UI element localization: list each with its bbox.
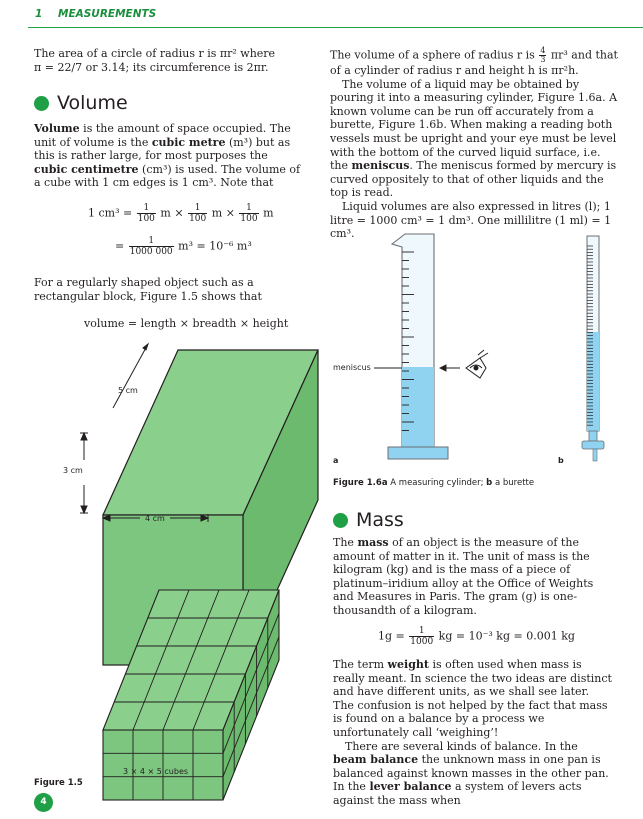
heading-bullet-icon [34, 96, 49, 111]
burette [582, 236, 604, 461]
equation-gram: 1g = $\frac{1}{1000}$ kg = 10⁻³ kg = 0.001 kg [378, 626, 575, 647]
eq2-rhs: m³ = 10⁻⁶ m³ [178, 239, 252, 253]
sphere-text-2: πr³ and that [550, 48, 618, 62]
page-number: 4 [34, 793, 53, 812]
equation-cm3 [88, 203, 274, 224]
times-sign: × [174, 206, 184, 220]
volume-paragraph [34, 122, 304, 190]
volume-heading-text: Volume [57, 92, 128, 114]
volume-heading [34, 92, 128, 114]
fraction: $\frac{1}{100}$ [189, 203, 207, 224]
term-meniscus: meniscus [351, 159, 410, 173]
figure-1-5-drawing [0, 335, 320, 805]
running-header [28, 6, 643, 28]
label-3cm: 3 cm [63, 466, 83, 475]
figure-1-6-caption: Figure 1.6a A measuring cylinder; b a burette [333, 478, 535, 488]
term-beam-balance: beam balance [333, 753, 419, 767]
chapter-title: MEASUREMENTS [58, 8, 157, 20]
fraction: $\frac{1}{100}$ [240, 203, 258, 224]
unit-m: m [160, 206, 171, 220]
term-lever-balance: lever balance [369, 780, 452, 794]
circle-intro [34, 47, 304, 74]
fraction-thousandth: $\frac{1}{1000}$ [410, 626, 434, 647]
regular-object-paragraph: For a regularly shaped object such as a rectangular block, Figure 1.5 shows that [34, 276, 262, 303]
sphere-paragraph [330, 47, 620, 241]
volume-formula: volume = length × breadth × height [84, 317, 289, 330]
litres-text: Liquid volumes are also expressed in litres (l); 1 litre = 1000 cm³ = 1 dm³. One millilitre (1 ml) = 1 cm³. [330, 199, 612, 241]
label-a: a [333, 456, 339, 465]
measuring-cylinder [388, 234, 448, 459]
volume-text-2: (m³) but as this is rather large, for most purposes the [34, 135, 291, 163]
meniscus-label: meniscus [333, 363, 371, 372]
volume-text-1: is the amount of space occupied. The unit of volume is the [34, 122, 291, 149]
label-4cm: 4 cm [145, 514, 165, 523]
mass-paragraph-1: The mass of an object is the measure of the amount of matter in it. The unit of mass is the kilogram (kg) and is the mass of a piece of platinum–iridium alloy at the Office of Weights and Measures in Paris. The gram (g) is one-thousandth of a kilogram. [333, 536, 594, 617]
fraction-four-thirds: $\frac{4}{3}$ [540, 46, 546, 64]
label-5cm: 5 cm [118, 386, 138, 395]
mass-heading-text: Mass [356, 509, 404, 531]
term-cubic-metre: cubic metre [151, 135, 226, 149]
chapter-number: 1 [35, 8, 43, 20]
label-cubes: 3 × 4 × 5 cubes [123, 767, 189, 776]
intro-line-1: The area of a circle of radius r is πr² where [34, 47, 276, 60]
fraction-million: $\frac{1}{1000 000}$ [129, 236, 173, 257]
unit-m: m [263, 206, 274, 220]
unit-m: m [211, 206, 223, 220]
term-cubic-centimetre: cubic centimetre [34, 162, 139, 176]
figure-1-5-caption: Figure 1.5 [34, 778, 83, 788]
heading-bullet-icon [333, 513, 348, 528]
term-mass: mass [357, 536, 389, 549]
liquid-text-end: . The meniscus formed by mercury is curved oppositely to that of other liquids and the top is read. [330, 159, 617, 200]
mass-paragraph-2: The term weight is often used when mass is really meant. In science the two ideas are distinct and have different units, as we shall see later. The confusion is not helped by the fact that mass is found on a balance by a process we unfortunately call ‘weighing’! There are several kinds of balance. In the beam balance the unknown mass in one pan is balanced against known masses in the other pan. In the lever balance a system of levers acts against the mass when [333, 658, 612, 807]
sphere-text-1: The volume of a sphere of radius r is [330, 48, 535, 62]
times-sign: × [225, 206, 235, 220]
equals-sign: = [115, 239, 125, 253]
volume-text-3: (cm³) is used. The volume of a cube with 1 cm edges is 1 cm³. Note that [34, 162, 301, 190]
term-volume: Volume [34, 122, 80, 135]
dimension-arrow-5cm [113, 344, 148, 408]
sphere-text-3: of a cylinder of radius r and height h is πr²h. [330, 64, 579, 77]
label-b: b [558, 456, 564, 465]
eye-icon [466, 350, 488, 378]
liquid-text: The volume of a liquid may be obtained by pouring it into a measuring cylinder, Figure 1.6a. A known volume can be run off accurately from a burette, Figure 1.6b. When making a reading both vessels must be upright and your eye must be level with the bottom of the curved liquid surface, i.e. the [330, 77, 618, 173]
fraction: $\frac{1}{100}$ [137, 203, 155, 224]
equation-m3 [115, 236, 252, 257]
mass-heading [333, 509, 404, 531]
eq1-lhs: 1 cm³ = [88, 206, 133, 220]
figure-1-6-drawing [330, 232, 630, 472]
intro-line-2: π = 22/7 or 3.14; its circumference is 2πr. [34, 60, 269, 74]
term-weight: weight [387, 658, 429, 671]
